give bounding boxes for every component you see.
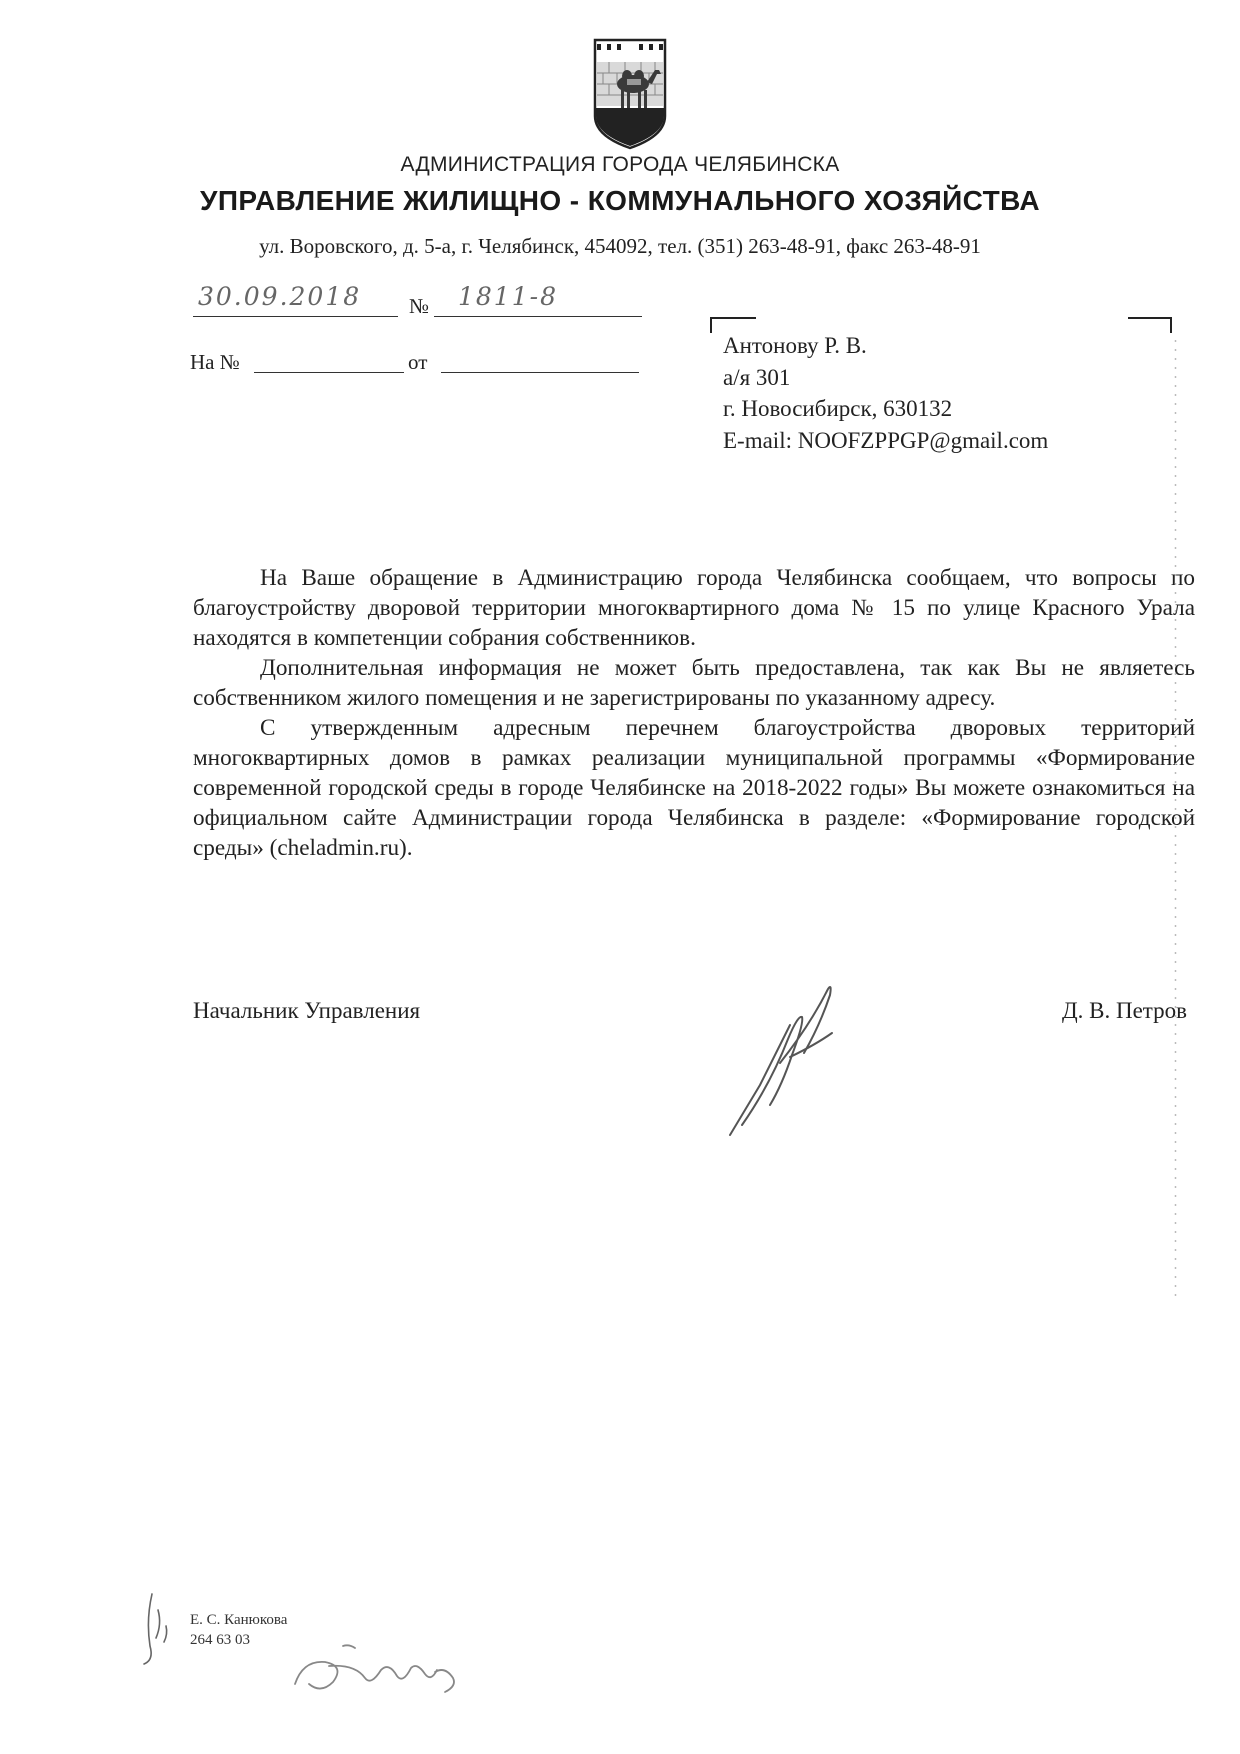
addressee-city: г. Новосибирск, 630132 bbox=[723, 396, 953, 421]
number-field bbox=[434, 282, 642, 317]
letter-body bbox=[193, 563, 1195, 863]
number-label: № bbox=[409, 294, 430, 318]
addressee-name: Антонову Р. В. bbox=[723, 333, 867, 358]
body-paragraph: На Ваше обращение в Администрацию города Челябинска сообщаем, что вопросы по благоустройству дворовой территории многоквартирного дома № 15 по улице Красного Урала находятся в компетенции собрания собственников. bbox=[193, 565, 1195, 651]
addressee-email: E-mail: NOOFZPPGP@gmail.com bbox=[723, 427, 1049, 453]
handwritten-number: 1811-8 bbox=[458, 282, 558, 311]
executor-name: Е. С. Канюкова bbox=[190, 1612, 288, 1628]
initials-signature-image bbox=[285, 1640, 485, 1700]
signatory-title: Начальник Управления bbox=[193, 998, 421, 1023]
addressee-block bbox=[723, 330, 1048, 456]
addressee-corner-right bbox=[1128, 317, 1172, 333]
ref-date-label: от bbox=[408, 350, 428, 374]
executor-block bbox=[190, 1610, 287, 1650]
body-paragraph: Дополнительная информация не может быть предоставлена, так как Вы не являетесь собственником жилого помещения и не зарегистрированы по указанному адресу. bbox=[193, 655, 1195, 711]
signature-image bbox=[720, 975, 900, 1155]
executor-initials-mark bbox=[138, 1590, 188, 1670]
handwritten-date: 30.09.2018 bbox=[198, 282, 362, 311]
scan-dotted-edge bbox=[1174, 340, 1177, 1300]
date-field bbox=[193, 282, 398, 317]
signatory-name: Д. В. Петров bbox=[1061, 998, 1187, 1023]
coat-of-arms-icon bbox=[591, 36, 669, 150]
org-admin-name: АДМИНИСТРАЦИЯ ГОРОДА ЧЕЛЯБИНСКА bbox=[400, 153, 840, 176]
department-name: УПРАВЛЕНИЕ ЖИЛИЩНО - КОММУНАЛЬНОГО ХОЗЯЙСТВА bbox=[200, 185, 1040, 216]
ref-number-field bbox=[254, 348, 404, 373]
ref-date-field bbox=[441, 348, 639, 373]
org-address: ул. Воровского, д. 5-а, г. Челябинск, 454092, тел. (351) 263-48-91, факс 263-48-91 bbox=[259, 234, 981, 258]
body-paragraph: С утвержденным адресным перечнем благоустройства дворовых территорий многоквартирных домов в рамках реализации муниципальной программы «Формирование современной городской среды в городе Челябинске на 2018-2022 годы» Вы можете ознакомиться на официальном сайте Администрации города Челябинска в разделе: «Формирование городской среды» (cheladmin.ru). bbox=[193, 715, 1195, 861]
addressee-po-box: а/я 301 bbox=[723, 364, 791, 390]
ref-number-label: На № bbox=[190, 350, 240, 374]
executor-phone: 264 63 03 bbox=[190, 1632, 250, 1648]
